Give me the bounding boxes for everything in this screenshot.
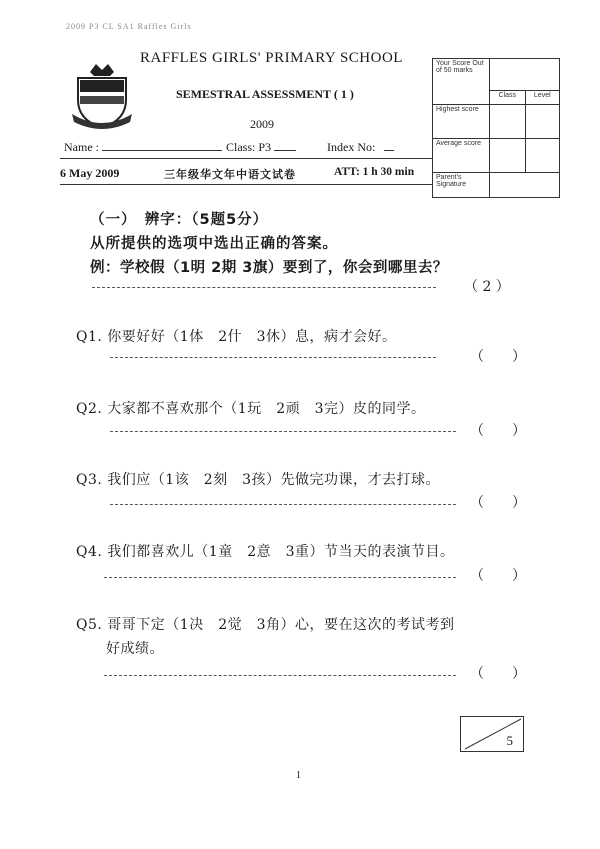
class-field[interactable]: [226, 139, 296, 155]
example-question: 例：学校假（1明 2期 3旗）要到了，你会到哪里去？: [90, 260, 448, 276]
your-score-cell[interactable]: [490, 59, 560, 91]
assessment-title: SEMESTRAL ASSESSMENT ( 1 ): [176, 87, 354, 101]
question-4-text: 我们都喜欢儿（1童 2意 3重）节当天的表演节目。: [107, 544, 455, 560]
question-4-dashed-line: [104, 577, 456, 578]
exam-duration: ATT: 1 h 30 min: [334, 166, 415, 178]
average-level-cell[interactable]: [525, 139, 559, 173]
question-2: [76, 398, 426, 418]
example-answer: （ 2 ）: [464, 279, 510, 295]
question-3-answer-box[interactable]: （ ）: [470, 495, 526, 511]
question-2-text: 大家都不喜欢那个（1玩 2顽 3完）皮的同学。: [107, 401, 426, 417]
level-column-header: Level: [525, 90, 559, 105]
question-5-label: Q5.: [76, 617, 103, 633]
index-blank[interactable]: [384, 139, 394, 151]
section-mark-box[interactable]: [460, 716, 524, 752]
assessment-year: 2009: [250, 117, 274, 131]
question-5-continuation: 好成绩。: [106, 641, 164, 657]
question-3-dashed-line: [110, 504, 456, 505]
class-label: Class: P3: [226, 140, 272, 154]
paper-title: 三年级华文年中语文试卷: [164, 168, 296, 181]
index-field[interactable]: [327, 139, 394, 155]
name-label: Name :: [64, 140, 99, 154]
question-3-text: 我们应（1该 2刻 3孩）先做完功课，才去打球。: [107, 472, 441, 488]
question-4: [76, 541, 455, 561]
example-dashed-line: [92, 287, 436, 288]
question-4-label: Q4.: [76, 544, 103, 560]
question-1-answer-box[interactable]: （ ）: [470, 349, 526, 365]
name-field[interactable]: [64, 139, 222, 155]
header-rule-bottom: [60, 184, 432, 185]
question-3-label: Q3.: [76, 472, 103, 488]
document-header-code: 2009 P3 CL SA1 Raffles Girls: [66, 22, 192, 31]
highest-level-cell[interactable]: [525, 105, 559, 139]
class-blank[interactable]: [274, 139, 296, 151]
section-heading: （一） 辨字：（5题5分）: [90, 212, 269, 228]
question-5: [76, 614, 455, 634]
question-3: [76, 469, 440, 489]
question-1: [76, 326, 397, 346]
class-column-header: Class: [490, 90, 526, 105]
page-number: 1: [296, 770, 301, 781]
question-2-label: Q2.: [76, 401, 103, 417]
question-2-dashed-line: [110, 431, 456, 432]
mark-box-total: 5: [506, 733, 513, 748]
mark-box-diagonal: [461, 717, 523, 751]
average-class-cell[interactable]: [490, 139, 526, 173]
parent-signature-label: Parent's Signature: [433, 172, 490, 197]
score-table: [432, 58, 560, 198]
average-score-label: Average score: [433, 139, 490, 173]
question-5-dashed-line: [104, 675, 456, 676]
parent-signature-cell[interactable]: [490, 172, 560, 197]
header-rule-top: [60, 158, 432, 159]
question-1-text: 你要好好（1体 2什 3休）息，病才会好。: [107, 329, 397, 345]
index-label: Index No:: [327, 140, 376, 154]
question-5-text: 哥哥下定（1决 2觉 3角）心，要在这次的考试考到: [107, 617, 455, 633]
highest-class-cell[interactable]: [490, 105, 526, 139]
name-blank[interactable]: [102, 139, 222, 151]
question-4-answer-box[interactable]: （ ）: [470, 568, 526, 584]
highest-score-label: Highest score: [433, 105, 490, 139]
section-instruction: 从所提供的选项中选出正确的答案。: [90, 236, 338, 252]
question-1-label: Q1.: [76, 329, 103, 345]
school-crest-logo: [70, 62, 134, 130]
exam-date: 6 May 2009: [60, 166, 120, 180]
question-5-answer-box[interactable]: （ ）: [470, 666, 526, 682]
question-2-answer-box[interactable]: （ ）: [470, 423, 526, 439]
question-1-dashed-line: [110, 357, 436, 358]
school-name: RAFFLES GIRLS' PRIMARY SCHOOL: [140, 50, 403, 66]
your-score-label: Your Score Out of 50 marks: [433, 59, 490, 105]
